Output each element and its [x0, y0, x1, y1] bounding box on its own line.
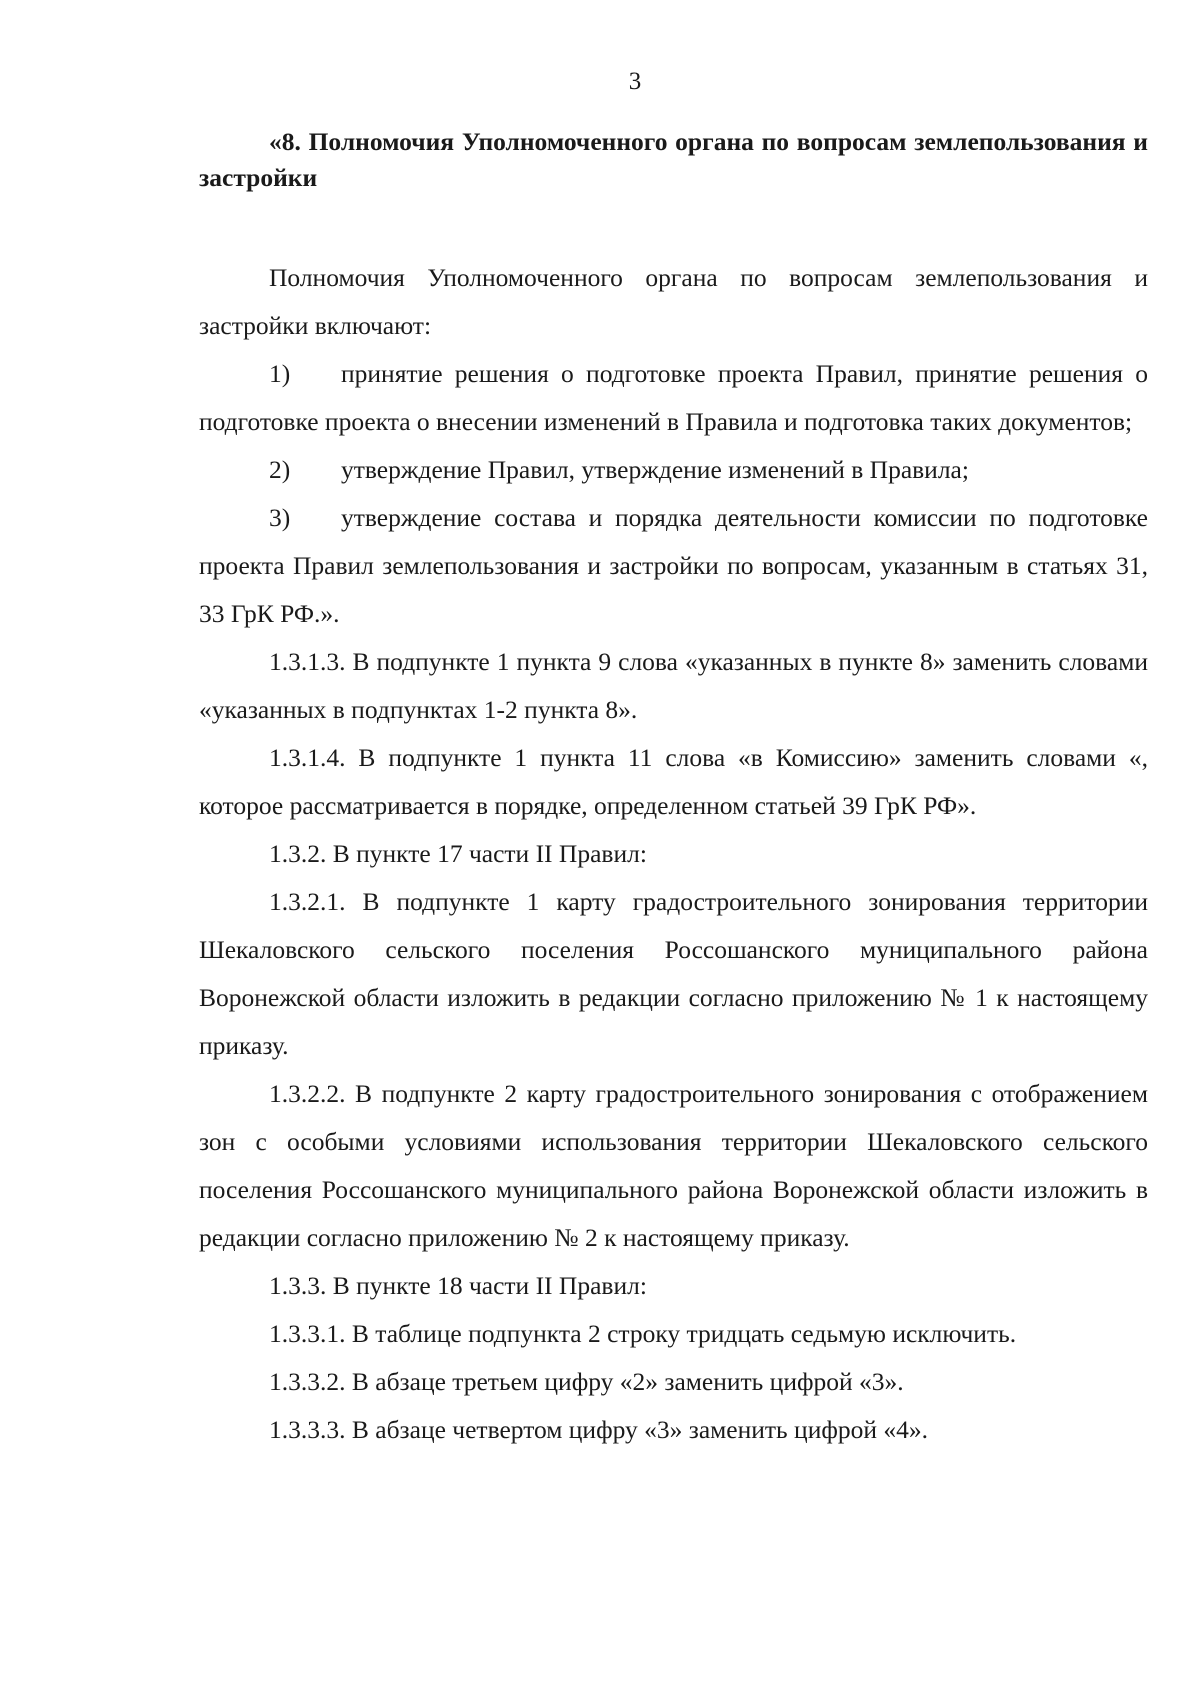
- page-number: 3: [628, 68, 642, 95]
- section-heading: «8. Полномочия Уполномоченного органа по вопросам землепользования и застройки: [199, 127, 1148, 192]
- paragraph-1-3-2-1: 1.3.2.1. В подпункте 1 карту градостроительного зонирования территории Шекаловского сельского поселения Россошанского муниципального района Воронежской области изложить в редакции согласно приложению № 1 к настоящему приказу.: [199, 887, 1148, 1060]
- paragraph-intro: Полномочия Уполномоченного органа по вопросам землепользования и застройки включают:: [199, 263, 1148, 340]
- list-item-2: [199, 446, 1148, 494]
- list-item-3: [199, 494, 1148, 638]
- list-item-text: принятие решения о подготовке проекта Правил, принятие решения о подготовке проекта о внесении изменений в Правила и подготовка таких документов;: [199, 359, 1148, 436]
- list-item-1: [199, 350, 1148, 446]
- list-item-text: утверждение Правил, утверждение изменений в Правила;: [341, 455, 969, 484]
- paragraph-1-3-2: 1.3.2. В пункте 17 части II Правил:: [269, 839, 647, 868]
- paragraph-1-3-3-2: 1.3.3.2. В абзаце третьем цифру «2» заменить цифрой «3».: [269, 1367, 904, 1396]
- list-item-number: 3): [269, 503, 291, 532]
- document-body: [199, 124, 1148, 1454]
- paragraph-1-3-1-4: 1.3.1.4. В подпункте 1 пункта 11 слова «в Комиссию» заменить словами «, которое рассматривается в порядке, определенном статьей 39 ГрК РФ».: [199, 743, 1148, 820]
- list-item-text: утверждение состава и порядка деятельности комиссии по подготовке проекта Правил землепользования и застройки по вопросам, указанным в статьях 31, 33 ГрК РФ.».: [199, 503, 1148, 628]
- paragraph-1-3-2-2: 1.3.2.2. В подпункте 2 карту градостроительного зонирования с отображением зон с особыми условиями использования территории Шекаловского сельского поселения Россошанского муниципального района Воронежской области изложить в редакции согласно приложению № 2 к настоящему приказу.: [199, 1079, 1148, 1252]
- paragraph-1-3-3: 1.3.3. В пункте 18 части II Правил:: [269, 1271, 647, 1300]
- paragraph-1-3-1-3: 1.3.1.3. В подпункте 1 пункта 9 слова «указанных в пункте 8» заменить словами «указанных в подпунктах 1-2 пункта 8».: [199, 647, 1148, 724]
- paragraph-1-3-3-3: 1.3.3.3. В абзаце четвертом цифру «3» заменить цифрой «4».: [269, 1415, 929, 1444]
- list-item-number: 2): [269, 455, 291, 484]
- paragraph-1-3-3-1: 1.3.3.1. В таблице подпункта 2 строку тридцать седьмую исключить.: [269, 1319, 1017, 1348]
- list-item-number: 1): [269, 359, 291, 388]
